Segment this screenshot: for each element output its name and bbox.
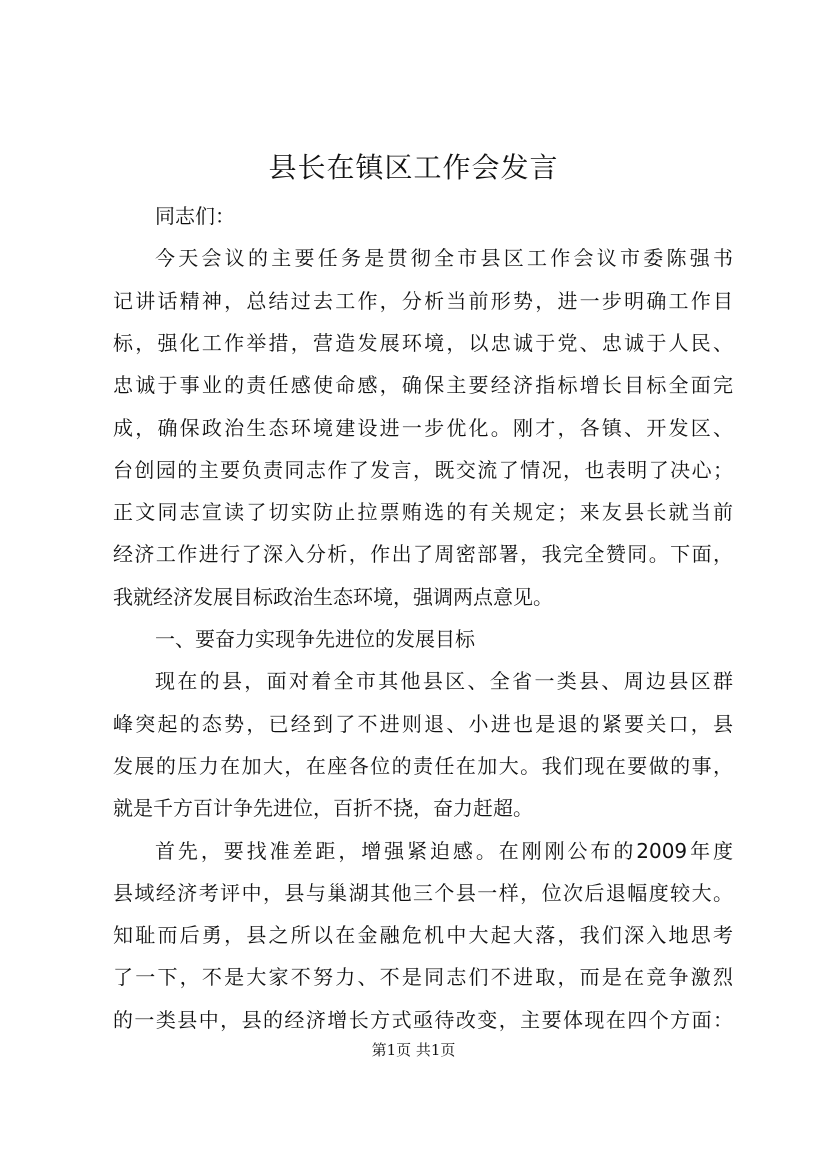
- body-line: 标，强化工作举措，营造发展环境，以忠诚于党、忠诚于人民、: [113, 330, 733, 355]
- body-line: 的一类县中，县的经济增长方式亟待改变，主要体现在四个方面：: [113, 1007, 733, 1032]
- body-line: 经济工作进行了深入分析，作出了周密部署，我完全赞同。下面，: [113, 542, 733, 567]
- body-line: 发展的压力在加大，在座各位的责任在加大。我们现在要做的事，: [113, 753, 733, 778]
- body-line: 成，确保政治生态环境建设进一步优化。刚才，各镇、开发区、: [113, 415, 733, 440]
- body-line: 县域经济考评中，县与巢湖其他三个县一样，位次后退幅度较大。: [113, 880, 733, 905]
- body-line: 忠诚于事业的责任感使命感，确保主要经济指标增长目标全面完: [113, 373, 733, 398]
- body-line: 一、要奋力实现争先进位的发展目标: [155, 627, 475, 651]
- body-line: 台创园的主要负责同志作了发言，既交流了情况，也表明了决心；: [113, 457, 733, 482]
- body-line: 了一下，不是大家不努力、不是同志们不进取，而是在竞争激烈: [113, 965, 733, 990]
- body-line: 我就经济发展目标政治生态环境，强调两点意见。: [113, 584, 553, 609]
- body-line: 峰突起的态势，已经到了不进则退、小进也是退的紧要关口，县: [113, 711, 733, 736]
- body-line: 首先，要找准差距，增强紧迫感。在刚刚公布的2009年度: [155, 838, 733, 863]
- page-footer: 第1页 共1页: [371, 1041, 456, 1059]
- body-line: 正文同志宣读了切实防止拉票贿选的有关规定；来友县长就当前: [113, 500, 733, 525]
- document-title: 县长在镇区工作会发言: [268, 151, 559, 184]
- body-line: 今天会议的主要任务是贯彻全市县区工作会议市委陈强书: [155, 246, 733, 271]
- body-line: 现在的县，面对着全市其他县区、全省一类县、周边县区群: [155, 669, 733, 694]
- body-line: 记讲话精神，总结过去工作，分析当前形势，进一步明确工作目: [113, 288, 733, 313]
- body-line: 知耻而后勇，县之所以在金融危机中大起大落，我们深入地思考: [113, 923, 733, 948]
- body-line: 同志们：: [155, 204, 235, 228]
- body-line: 就是千方百计争先进位，百折不挠，奋力赶超。: [113, 796, 533, 821]
